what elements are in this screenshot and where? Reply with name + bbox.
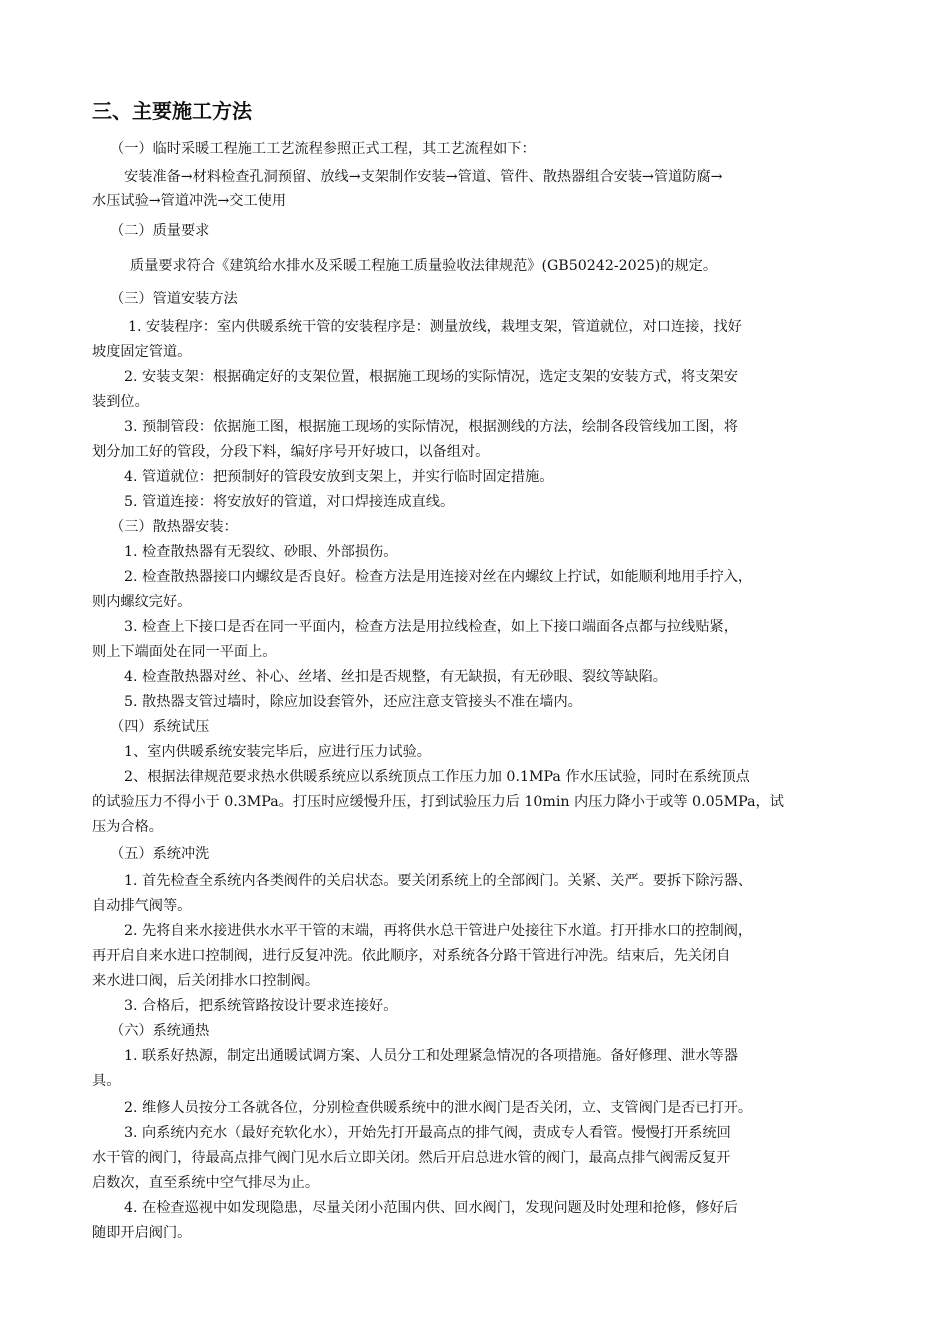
paragraph-line: 再开启自来水进口控制阀，进行反复冲洗。依此顺序，对系统各分路干管进行冲洗。结束后，先关闭自 — [92, 948, 731, 964]
paragraph-line: 2. 检查散热器接口内螺纹是否良好。检查方法是用连接对丝在内螺纹上拧试，如能顺利地用手拧入， — [124, 569, 753, 585]
paragraph-line: 安装准备→材料检查孔洞预留、放线→支架制作安装→管道、管件、散热器组合安装→管道防腐→ — [124, 169, 723, 185]
paragraph-line: 来水进口阀，后关闭排水口控制阀。 — [92, 973, 320, 989]
paragraph-line: 压为合格。 — [92, 819, 163, 835]
paragraph-line: 2. 安装支架：根据确定好的支架位置，根据施工现场的实际情况，选定支架的安装方式，将支架安 — [124, 369, 738, 385]
subheading-1: （一）临时采暖工程施工工艺流程参照正式工程，其工艺流程如下： — [110, 141, 536, 157]
paragraph-line: 则内螺纹完好。 — [92, 594, 192, 610]
paragraph-line: 1、室内供暖系统安装完毕后，应进行压力试验。 — [124, 744, 431, 760]
subheading-4: （三）散热器安装： — [110, 519, 238, 535]
paragraph-line: 2. 维修人员按分工各就各位，分别检查供暖系统中的泄水阀门是否关闭，立、支管阀门是否已打开。 — [124, 1100, 753, 1116]
paragraph-line: 2. 先将自来水接进供水水平干管的末端，再将供水总干管进户处接往下水道。打开排水口的控制阀， — [124, 923, 753, 939]
paragraph-line: 1. 首先检查全系统内各类阀件的关启状态。要关闭系统上的全部阀门。关紧、关严。要拆下除污器、 — [124, 873, 753, 889]
paragraph-line: 5. 散热器支管过墙时，除应加设套管外，还应注意支管接头不准在墙内。 — [124, 694, 582, 710]
paragraph-line: 随即开启阀门。 — [92, 1225, 192, 1241]
paragraph-line: 4. 管道就位：把预制好的管段安放到支架上，并实行临时固定措施。 — [124, 469, 554, 485]
paragraph-line: 1. 联系好热源，制定出通暖试调方案、人员分工和处理紧急情况的各项措施。备好修理、泄水等器 — [124, 1048, 738, 1064]
paragraph-line: 3. 合格后，把系统管路按设计要求连接好。 — [124, 998, 398, 1014]
section-title: 三、主要施工方法 — [92, 99, 252, 123]
paragraph-line: 装到位。 — [92, 394, 149, 410]
paragraph-line: 4. 在检查巡视中如发现隐患，尽量关闭小范围内供、回水阀门，发现问题及时处理和抢修，修好后 — [124, 1200, 738, 1216]
paragraph-line: 的试验压力不得小于 0.3MPa。打压时应缓慢升压，打到试验压力后 10min 内压力降小于或等 0.05MPa，试 — [92, 794, 784, 810]
paragraph-line: 自动排气阀等。 — [92, 898, 192, 914]
paragraph-line: 水干管的阀门，待最高点排气阀门见水后立即关闭。然后开启总进水管的阀门，最高点排气阀需反复开 — [92, 1150, 731, 1166]
paragraph-line: 水压试验→管道冲洗→交工使用 — [92, 193, 287, 209]
paragraph-line: 启数次，直至系统中空气排尽为止。 — [92, 1175, 320, 1191]
subheading-2: （二）质量要求 — [110, 223, 210, 239]
subheading-5: （四）系统试压 — [110, 719, 210, 735]
subheading-7: （六）系统通热 — [110, 1023, 210, 1039]
paragraph-line: 1. 安装程序：室内供暖系统干管的安装程序是：测量放线，栽埋支架，管道就位，对口连接，找好 — [128, 319, 742, 335]
paragraph-line: 划分加工好的管段，分段下料，编好序号开好坡口，以备组对。 — [92, 444, 490, 460]
paragraph-line: 3. 向系统内充水（最好充软化水），开始先打开最高点的排气阀，责成专人看管。慢慢打开系统回 — [124, 1125, 731, 1141]
subheading-6: （五）系统冲洗 — [110, 846, 210, 862]
paragraph-line: 则上下端面处在同一平面上。 — [92, 644, 277, 660]
paragraph-line: 3. 预制管段：依据施工图，根据施工现场的实际情况，根据测线的方法，绘制各段管线加工图，将 — [124, 419, 738, 435]
paragraph-line: 1. 检查散热器有无裂纹、砂眼、外部损伤。 — [124, 544, 398, 560]
paragraph-line: 具。 — [92, 1073, 121, 1089]
paragraph-line: 质量要求符合《建筑给水排水及采暖工程施工质量验收法律规范》(GB50242-2025)的规定。 — [130, 258, 718, 274]
subheading-3: （三）管道安装方法 — [110, 291, 238, 307]
paragraph-line: 5. 管道连接：将安放好的管道，对口焊接连成直线。 — [124, 494, 455, 510]
paragraph-line: 坡度固定管道。 — [92, 344, 192, 360]
paragraph-line: 3. 检查上下接口是否在同一平面内，检查方法是用拉线检查，如上下接口端面各点都与拉线贴紧， — [124, 619, 738, 635]
paragraph-line: 2、根据法律规范要求热水供暖系统应以系统顶点工作压力加 0.1MPa 作水压试验，同时在系统顶点 — [124, 769, 750, 785]
paragraph-line: 4. 检查散热器对丝、补心、丝堵、丝扣是否规整，有无缺损，有无砂眼、裂纹等缺陷。 — [124, 669, 667, 685]
